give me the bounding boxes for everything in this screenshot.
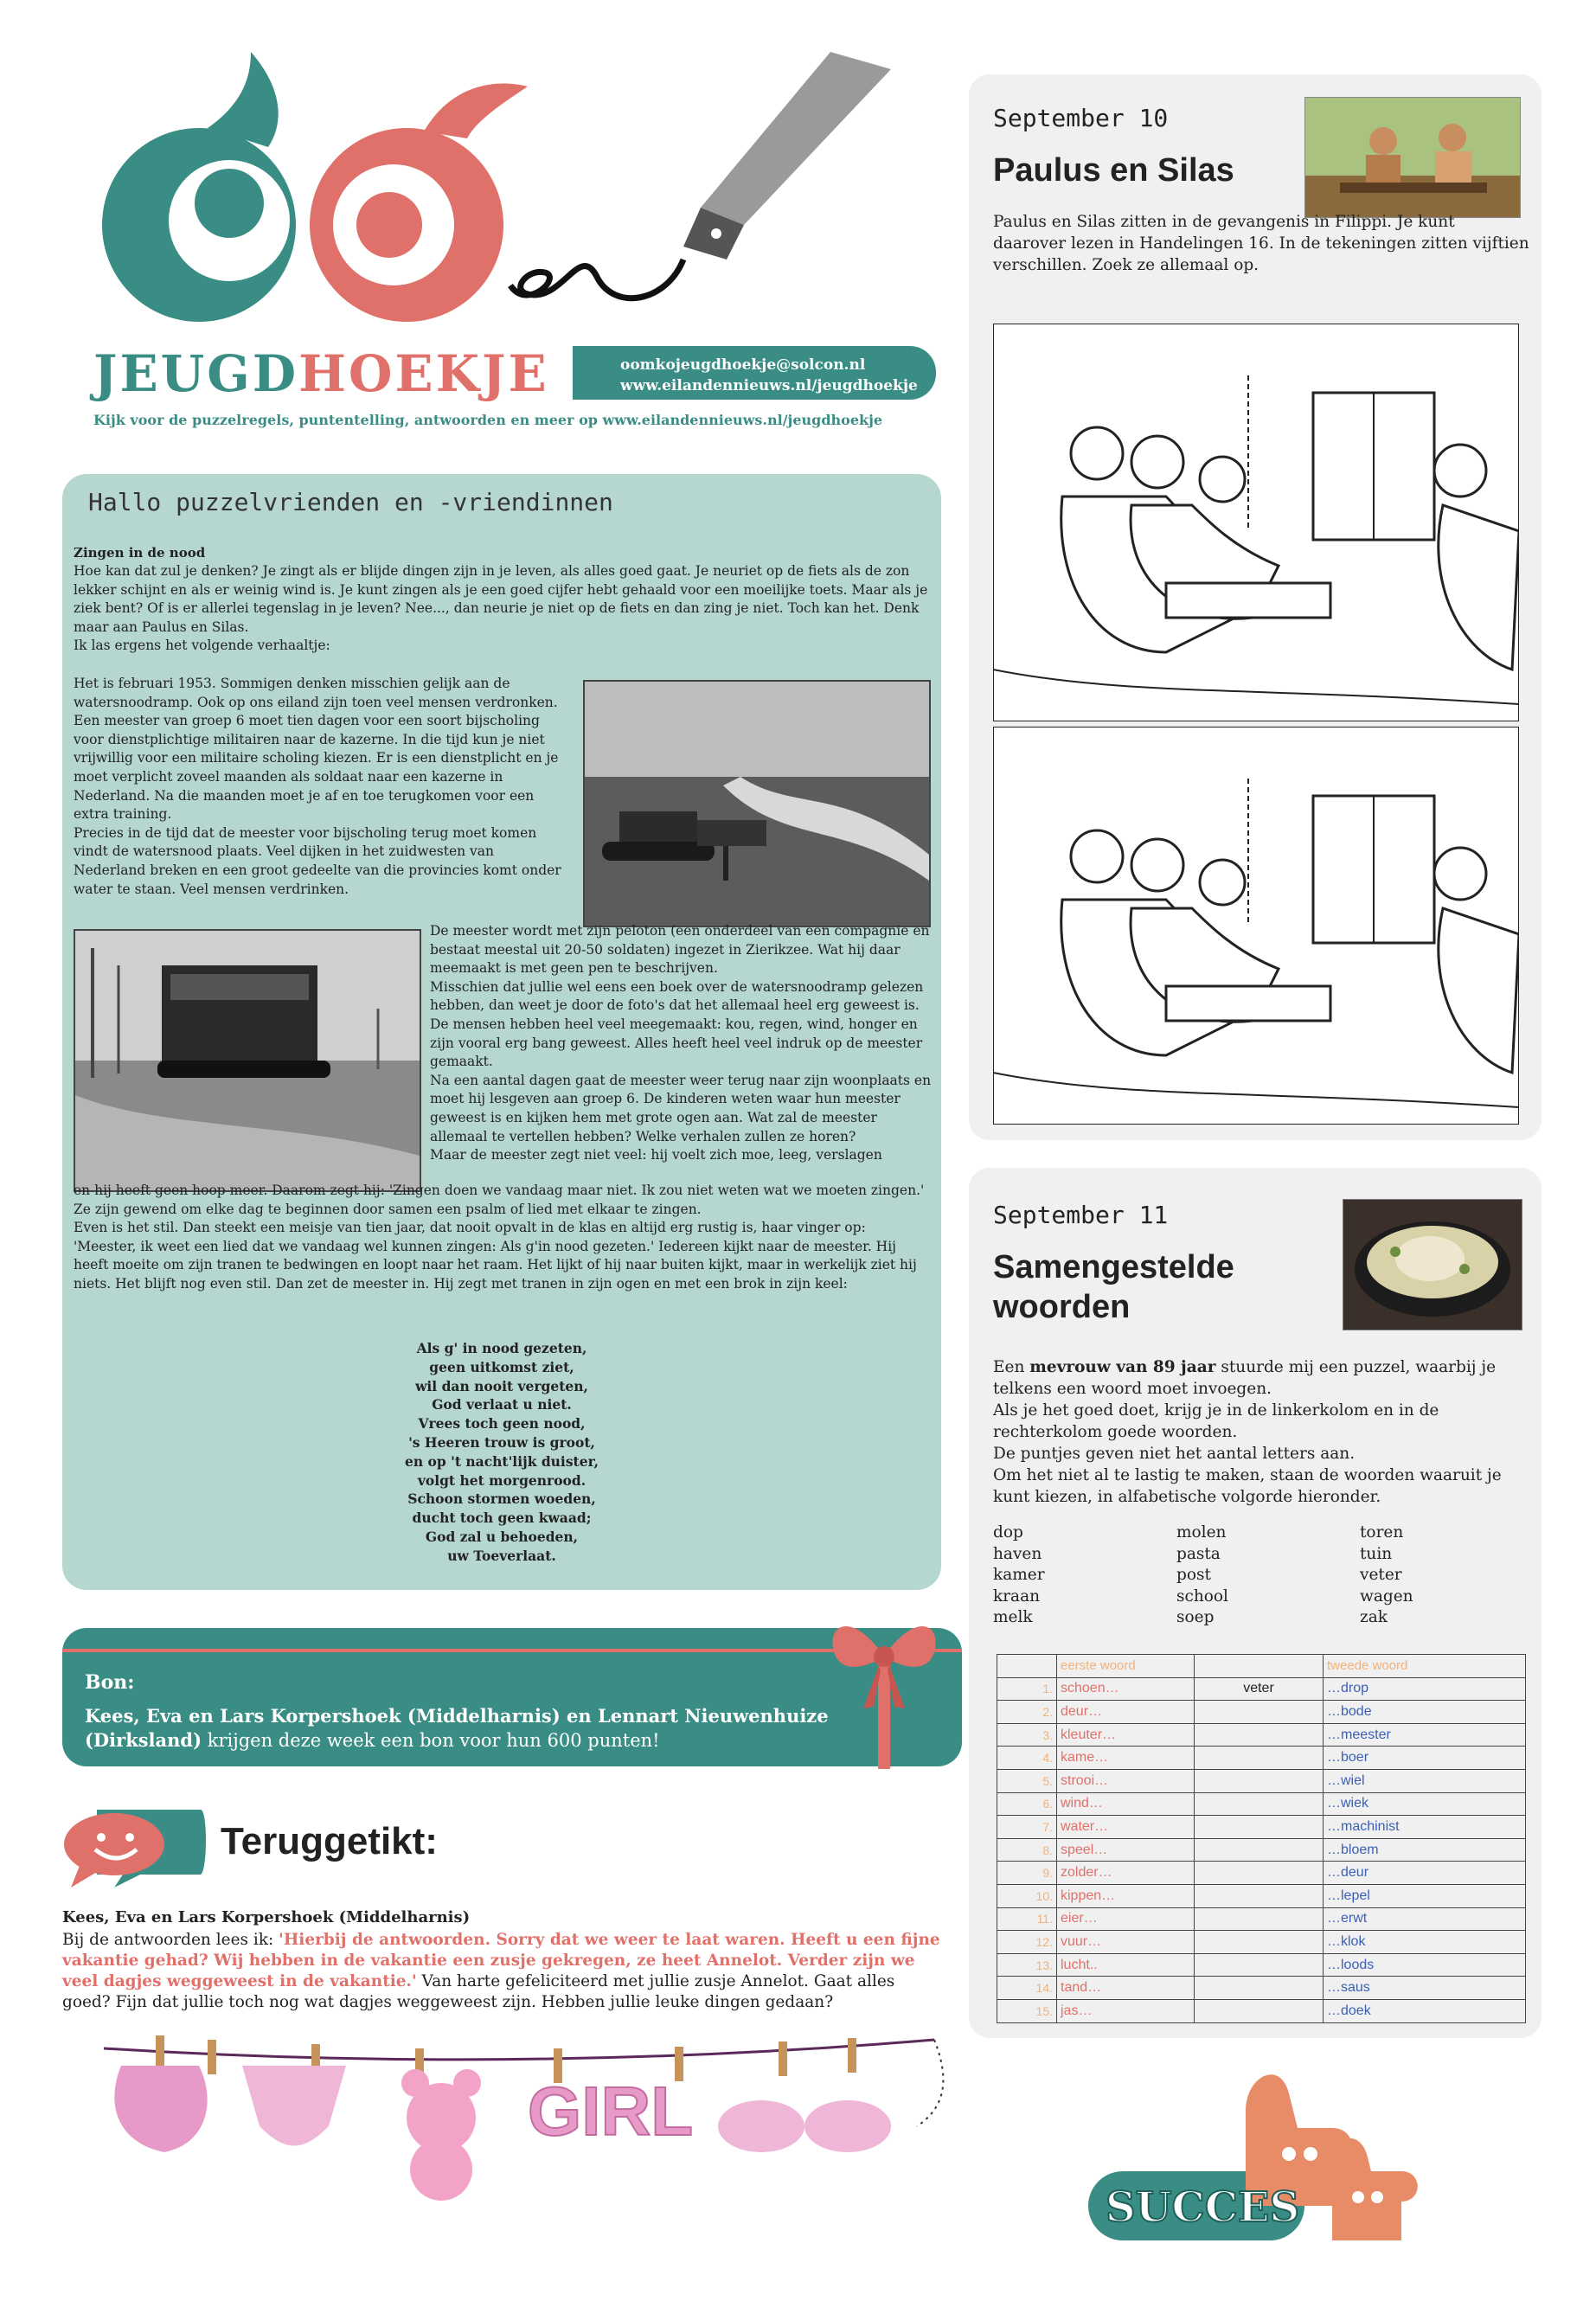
grid-first-word: schoen… <box>1057 1677 1195 1701</box>
grid-row <box>997 1862 1526 1885</box>
bon-text <box>85 1704 863 1753</box>
tagline: Kijk voor de puzzelregels, puntentelling, antwoorden en meer op www.eilandennieuws.nl/jeugdhoekje <box>93 412 883 428</box>
grid-first-word: speel… <box>1057 1838 1195 1862</box>
intro-paragraph-3: De meester wordt met zijn peloton (een onderdeel van een compagnie en bestaat meestal uit 20-50 soldaten) ingezet in Zierikzee. Wat hij daar meemaakt is met geen pen te beschrijven. Misschien dat jullie wel eens een boek over de watersnoodramp gelezen hebben, dan weet je door de foto's dat het allemaal heel erg geweest is. De mensen hebben heel veel meegemaakt: kou, regen, wind, honger en zijn vooral erg bang geweest. Alles heeft heel veel indruk op de meester gemaakt. Na een aantal dagen gaat de meester weer terug naar zijn woonplaats en moet hij lesgeven aan groep 6. De kinderen weten waar hun meester geweest is en kijken hem met grote ogen aan. Wat zal de meester allemaal te vertellen hebben? Welke verhalen zullen ze horen? Maar de meester zegt niet veel: hij voelt zich moe, leeg, verslagen <box>430 923 932 1163</box>
word-column-3 <box>1360 1522 1413 1629</box>
word-choice: molen <box>1176 1523 1227 1541</box>
grid-second-word: …saus <box>1324 1977 1526 2000</box>
intro-paragraph-2: Het is februari 1953. Sommigen denken misschien gelijk aan de watersnoodramp. Ook op ons eiland zijn toen veel mensen verdronken. Een meester van groep 6 moet tien dagen voor een soort bijscholing voor dienstplichtige militairen naar de kazerne. In die tijd kun je niet vrijwillig voor een militaire scholing kiezen. Er is een dienstplicht en je moet verplicht zoveel maanden als soldaat naar een kazerne in Nederland. Na die maanden moet je af en toe terugkomen voor een extra training. Precies in de tijd dat de meester voor bijscholing terug moet komen vindt de watersnood plaats. Veel dijken in het zuidwesten van Nederland breken en een groot gedeelte van die provincies komt onder water te staan. Veel mensen verdrinken. <box>74 676 561 897</box>
teruggetikt-reply: Van harte gefeliciteerd met jullie zusje Annelot. Gaat alles goed? Fijn dat jullie toch nog wat dagjes weggeweest zijn. Hebben jullie leuke dingen gedaan? <box>62 1972 895 2011</box>
brand-part2: HOEKJE <box>298 344 549 403</box>
grid-answer-cell[interactable]: veter <box>1195 1677 1324 1701</box>
baby-hat-icon <box>114 2066 207 2152</box>
sep10-text: Paulus en Silas zitten in de gevangenis in Filippi. Je kunt daarover lezen in Handelingen 16. In de tekeningen zitten vijftien verschillen. Zoek ze allemaal op. <box>993 213 1529 274</box>
september-10-panel <box>969 74 1542 1140</box>
grid-row <box>997 1769 1526 1792</box>
grid-row <box>997 1931 1526 1954</box>
word-choice: kamer <box>993 1566 1045 1585</box>
sep11-text-pre: Een <box>993 1358 1030 1376</box>
grid-row-number: 10. <box>997 1884 1057 1907</box>
email-link[interactable]: oomkojeugdhoekje@solcon.nl <box>620 356 866 374</box>
grid-first-word: kleuter… <box>1057 1723 1195 1747</box>
girl-word: GIRL <box>528 2073 694 2150</box>
teruggetikt-title: Teruggetikt: <box>221 1820 438 1862</box>
grid-second-word: …deur <box>1324 1862 1526 1885</box>
grid-row <box>997 1677 1526 1701</box>
word-choice: haven <box>993 1544 1042 1563</box>
grid-row-number: 15. <box>997 1999 1057 2022</box>
grid-body <box>997 1677 1526 2022</box>
grid-row-number: 5. <box>997 1769 1057 1792</box>
word-choice: melk <box>993 1608 1033 1627</box>
poem: Als g' in nood gezeten, geen uitkomst ziet, wil dan nooit vergeten, God verlaat u niet. Vrees toch geen nood, 's Heeren trouw is groot, en op 't nacht'lijk duister, volgt het morgenrood. Schoon stormen woeden, ducht toch geen kwaad; God zal u behoeden, uw Toeverlaat. <box>404 1340 599 1564</box>
grid-row <box>997 1907 1526 1931</box>
bon-names: Kees, Eva en Lars Korpershoek (Middelharnis) en Lennart Nieuwenhuize (Dirksland) <box>85 1705 829 1751</box>
word-choice: kraan <box>993 1586 1041 1606</box>
grid-first-word: lucht.. <box>1057 1953 1195 1977</box>
word-choice: school <box>1176 1586 1228 1606</box>
grid-row-number: 4. <box>997 1747 1057 1770</box>
grid-header-row <box>997 1655 1526 1678</box>
sep11-text-post: stuurde mij een puzzel, waarbij je telkens een woord moet invoegen. Als je het goed doet, krijg je in de linkerkolom en in de rechterkolom goede woorden. De puntjes geven niet het aantal letters aan. Om het niet al te lastig te maken, staan de woorden waaruit je kunt kiezen, in alfabetische volgorde hieronder. <box>993 1358 1502 1506</box>
brand-part1: JEUGD <box>93 344 299 403</box>
grid-first-word: wind… <box>1057 1792 1195 1816</box>
grid-first-word: tand… <box>1057 1977 1195 2000</box>
grid-first-word: kame… <box>1057 1747 1195 1770</box>
paulus-silas-color-picture <box>1304 97 1521 218</box>
sep10-title: Paulus en Silas <box>993 152 1234 189</box>
grid-answer-cell[interactable] <box>1195 1862 1324 1885</box>
prison-drawing-original <box>993 324 1519 721</box>
grid-row-number: 2. <box>997 1701 1057 1724</box>
grid-first-word: jas… <box>1057 1999 1195 2022</box>
grid-second-word: …lepel <box>1324 1884 1526 1907</box>
grid-row <box>997 1884 1526 1907</box>
teruggetikt-lead: Bij de antwoorden lees ik: <box>62 1931 279 1949</box>
grid-first-word: kippen… <box>1057 1884 1195 1907</box>
grid-answer-cell[interactable] <box>1195 1769 1324 1792</box>
grid-row-number: 11. <box>997 1907 1057 1931</box>
grid-row-number: 3. <box>997 1723 1057 1747</box>
word-choice: zak <box>1360 1608 1388 1627</box>
grid-second-word: …boer <box>1324 1747 1526 1770</box>
grid-second-word: …wiel <box>1324 1769 1526 1792</box>
grid-answer-cell[interactable] <box>1195 1838 1324 1862</box>
brand-name <box>93 344 549 403</box>
grid-row-number: 8. <box>997 1838 1057 1862</box>
word-choice: tuin <box>1360 1544 1393 1563</box>
word-choice: soep <box>1176 1608 1215 1627</box>
bon-message: krijgen deze week een bon voor hun 600 punten! <box>202 1730 660 1751</box>
intro-panel <box>62 474 941 1590</box>
word-column-2 <box>1176 1522 1228 1629</box>
grid-row <box>997 1999 1526 2022</box>
chat-bubbles-icon <box>62 1801 209 1896</box>
flood-photo-tractor <box>583 680 931 927</box>
grid-row-number: 1. <box>997 1677 1057 1701</box>
word-choice: veter <box>1360 1566 1402 1585</box>
intro-paragraph-4: en hij heeft geen hoop meer. Daarom zegt hij: 'Zingen doen we vandaag maar niet. Ik zou niet weten wat we moeten zingen.' Ze zijn gewend om elke dag te beginnen door samen een psalm of lied met elkaar te zingen. Even is het stil. Dan steekt een meisje van tien jaar, dat nooit opvalt in de klas en altijd erg rustig is, haar vinger op: 'Meester, ik weet een lied dat we vandaag wel kunnen zingen: Als g'in nood gezeten.' Iedereen kijkt naar de meester. Hij heeft moeite om zijn tranen te bedwingen en loopt naar het raam. Het lijkt of hij naar buiten kijkt, maar in werkelijk ziet hij niets. Het blijft nog even stil. Dan zet de meester in. Hij zegt met tranen in zijn ogen en met een brok in zijn keel: <box>74 1183 925 1292</box>
grid-header-second: tweede woord <box>1324 1655 1526 1678</box>
sep11-date: September 11 <box>993 1201 1169 1229</box>
grid-row-number: 12. <box>997 1931 1057 1954</box>
grid-second-word: …meester <box>1324 1723 1526 1747</box>
baby-garland-illustration <box>87 2031 952 2204</box>
grid-row-number: 9. <box>997 1862 1057 1885</box>
grid-first-word: deur… <box>1057 1701 1195 1724</box>
word-choice: pasta <box>1176 1544 1221 1563</box>
grid-second-word: …erwt <box>1324 1907 1526 1931</box>
grid-answer-cell[interactable] <box>1195 1931 1324 1954</box>
grid-answer-cell[interactable] <box>1195 1723 1324 1747</box>
intro-subtitle: Zingen in de nood <box>74 545 206 561</box>
grid-row-number: 13. <box>997 1953 1057 1977</box>
grid-second-word: …machinist <box>1324 1816 1526 1839</box>
grid-second-word: …doek <box>1324 1999 1526 2022</box>
prison-drawing-with-differences <box>993 727 1519 1125</box>
grid-row <box>997 1723 1526 1747</box>
grid-answer-cell[interactable] <box>1195 1816 1324 1839</box>
jeugdhoekje-logo <box>78 52 908 346</box>
word-choice: post <box>1176 1566 1211 1585</box>
teruggetikt-text <box>62 1930 945 2013</box>
grid-answer-cell[interactable] <box>1195 1792 1324 1816</box>
teruggetikt-quote: 'Hierbij de antwoorden. Sorry dat we weer te laat waren. Heeft u een fijne vakantie gehad? Wij hebben in de vakantie een zusje gekregen, ze heet Annelot. Verder zijn we veel dagjes weggeweest in de vakantie.' <box>62 1931 940 1990</box>
september-11-panel <box>969 1168 1542 2038</box>
grid-second-word: …drop <box>1324 1677 1526 1701</box>
grid-row-number: 6. <box>997 1792 1057 1816</box>
teruggetikt-name: Kees, Eva en Lars Korpershoek (Middelharnis) <box>62 1908 471 1926</box>
bon-stripe <box>62 1649 962 1652</box>
grid-answer-cell[interactable] <box>1195 1701 1324 1724</box>
grid-row <box>997 1701 1526 1724</box>
grid-second-word: …bloem <box>1324 1838 1526 1862</box>
flood-photo-truck <box>74 929 421 1192</box>
succes-thumbs-up-illustration <box>1073 2059 1453 2258</box>
grid-row-number: 14. <box>997 1977 1057 2000</box>
bon-banner <box>62 1628 962 1766</box>
grid-first-word: water… <box>1057 1816 1195 1839</box>
fountain-pen-icon <box>683 52 891 260</box>
grid-answer-cell[interactable] <box>1195 1884 1324 1907</box>
contact-box <box>573 346 936 400</box>
bon-title: Bon: <box>85 1671 135 1694</box>
grid-first-word: vuur… <box>1057 1931 1195 1954</box>
grid-first-word: strooi… <box>1057 1769 1195 1792</box>
intro-paragraph-1: Hoe kan dat zul je denken? Je zingt als er blijde dingen zijn in je leven, als alles goed gaat. Je neuriet op de fiets als de zon lekker schijnt en als er weinig wind is. Je kunt zingen als je een goed cijfer hebt gehaald voor een moeilijke toets. Maar als je ziek bent? Of is er allerlei tegenslag in je leven? Nee..., dan neurie je niet op de fiets en dan zing je niet. Toch kan het. Denk maar aan Paulus en Silas. Ik las ergens het volgende verhaaltje: <box>74 563 928 654</box>
word-column-1 <box>993 1522 1045 1629</box>
grid-row <box>997 1838 1526 1862</box>
grid-answer-cell[interactable] <box>1195 1953 1324 1977</box>
grid-row <box>997 1977 1526 2000</box>
grid-row <box>997 1953 1526 1977</box>
sep11-text-bold: mevrouw van 89 jaar <box>1029 1358 1216 1376</box>
grid-answer-cell[interactable] <box>1195 1907 1324 1931</box>
grid-second-word: …loods <box>1324 1953 1526 1977</box>
website-link[interactable]: www.eilandennieuws.nl/jeugdhoekje <box>620 377 918 394</box>
grid-row <box>997 1816 1526 1839</box>
word-choice: dop <box>993 1523 1023 1541</box>
grid-row <box>997 1792 1526 1816</box>
grid-answer-cell[interactable] <box>1195 1977 1324 2000</box>
baby-shoe-icon-2 <box>804 2100 891 2152</box>
grid-answer-cell[interactable] <box>1195 1999 1324 2022</box>
sep11-text <box>993 1356 1529 1508</box>
grid-header-first: eerste woord <box>1057 1655 1195 1678</box>
grid-first-word: eier… <box>1057 1907 1195 1931</box>
diaper-icon <box>242 2066 346 2146</box>
grid-second-word: …klok <box>1324 1931 1526 1954</box>
soup-bowl-picture <box>1343 1199 1522 1330</box>
grid-second-word: …bode <box>1324 1701 1526 1724</box>
grid-answer-cell[interactable] <box>1195 1747 1324 1770</box>
intro-title: Hallo puzzelvrienden en -vriendinnen <box>88 488 613 516</box>
compound-word-grid <box>997 1654 1526 2023</box>
word-choice: wagen <box>1360 1586 1413 1606</box>
grid-row-number: 7. <box>997 1816 1057 1839</box>
sep10-date: September 10 <box>993 104 1169 132</box>
grid-second-word: …wiek <box>1324 1792 1526 1816</box>
succes-text: SUCCES <box>1106 2183 1300 2232</box>
sep11-title: Samengestelde woorden <box>993 1249 1234 1325</box>
gift-bow-icon <box>829 1605 941 1769</box>
baby-shoe-icon <box>718 2100 804 2152</box>
word-choice: toren <box>1360 1523 1404 1541</box>
grid-first-word: zolder… <box>1057 1862 1195 1885</box>
grid-row <box>997 1747 1526 1770</box>
